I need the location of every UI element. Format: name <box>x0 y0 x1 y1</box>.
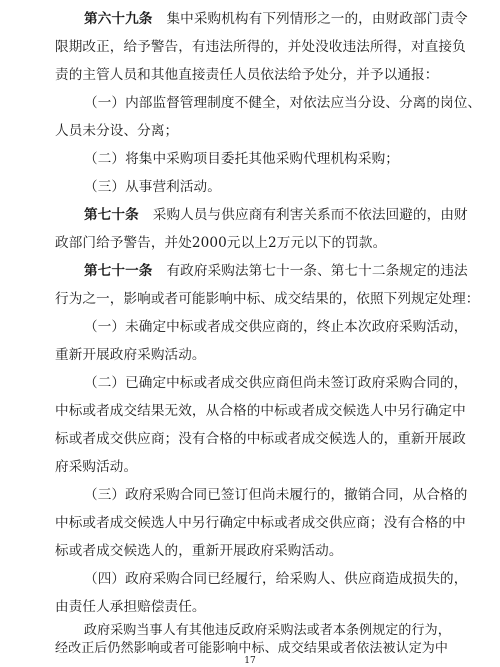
article-71-item-3-line-3: 标或者成交候选人的，重新开展政府采购活动。 <box>55 543 343 559</box>
article-71-item-1-line-1: （一）未确定中标或者成交供应商的，终止本次政府采购活动， <box>84 319 468 335</box>
article-69-item-3: （三）从事营利活动。 <box>84 179 221 195</box>
article-71-line-1-text: 有政府采购法第七十一条、第七十二条规定的违法 <box>166 263 468 279</box>
article-71-item-3-line-1: （三）政府采购合同已签订但尚未履行的，撤销合同，从合格的 <box>84 487 468 503</box>
article-69-item-1-line-1: （一）内部监督管理制度不健全，对依法应当分设、分离的岗位、 <box>84 95 482 111</box>
article-70-line-1-text: 采购人员与供应商有利害关系而不依法回避的，由财 <box>152 207 468 223</box>
article-69-heading: 第六十九条 <box>84 11 153 27</box>
article-69-line-1 <box>84 10 468 28</box>
article-71-item-3-line-2: 中标或者成交候选人中另行确定中标或者成交供应商；没有合格的中 <box>55 515 466 531</box>
article-69-line-3: 责的主管人员和其他直接责任人员依法给予处分，并予以通报： <box>55 67 439 83</box>
article-69-item-2: （二）将集中采购项目委托其他采购代理机构采购； <box>84 151 399 167</box>
article-69-item-1-line-2: 人员未分设、分离； <box>55 123 179 139</box>
article-71-paragraph-line-1: 政府采购当事人有其他违反政府采购法或者本条例规定的行为， <box>84 623 451 638</box>
article-69-line-2: 限期改正，给予警告，有违法所得的，并处没收违法所得，对直接负 <box>55 39 466 55</box>
article-71-line-1 <box>84 262 468 280</box>
article-71-item-2-line-3: 标或者成交供应商；没有合格的中标或者成交候选人的，重新开展政 <box>55 431 466 447</box>
article-69-line-1-text: 集中采购机构有下列情形之一的，由财政部门责令 <box>166 11 468 27</box>
page-number: 17 <box>244 656 256 666</box>
article-71-item-2-line-1: （二）已确定中标或者成交供应商但尚未签订政府采购合同的， <box>84 375 468 391</box>
article-71-paragraph-line-2: 经改正后仍然影响或者可能影响中标、成交结果或者依法被认定为中 <box>55 641 449 656</box>
article-70-line-2: 政部门给予警告，并处2000元以上2万元以下的罚款。 <box>55 235 387 251</box>
article-71-item-2-line-2: 中标或者成交结果无效，从合格的中标或者成交候选人中另行确定中 <box>55 403 466 419</box>
article-70-heading: 第七十条 <box>84 207 139 223</box>
article-71-line-2: 行为之一，影响或者可能影响中标、成交结果的，依照下列规定处理： <box>55 291 480 307</box>
article-71-item-1-line-2: 重新开展政府采购活动。 <box>55 347 206 363</box>
article-70-line-1 <box>84 206 468 224</box>
article-71-item-2-line-4: 府采购活动。 <box>55 459 138 475</box>
article-71-heading: 第七十一条 <box>84 263 153 279</box>
article-71-item-4-line-1: （四）政府采购合同已经履行，给采购人、供应商造成损失的， <box>84 571 468 587</box>
article-71-item-4-line-2: 由责任人承担赔偿责任。 <box>55 599 206 615</box>
